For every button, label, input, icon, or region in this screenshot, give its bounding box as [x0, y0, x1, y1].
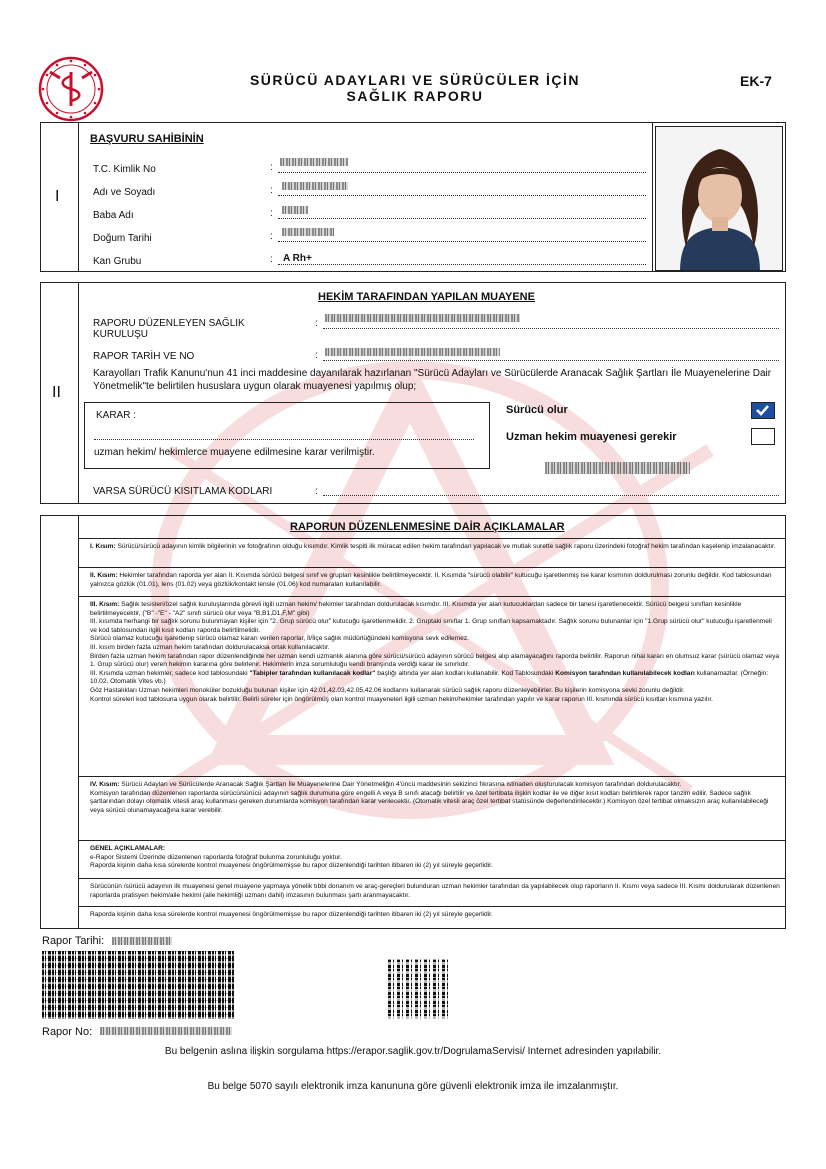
specialist-exam-checkbox[interactable]	[751, 428, 775, 445]
explanation-part-4	[90, 781, 780, 815]
decision-label: KARAR :	[96, 410, 137, 421]
part-3-line-5: Birden fazla uzman hekim tarafından rapor düzenlendiğinde her uzman kendi uzmanlık alanına göre sürücü/sürücü adayının sürücü belgesi alıp alamayacağını raporda belirtilir. Raporun nihai kararı en olumsuz karar (sürücü olamaz veya 1. Grup sürücü olur) veren hekimin kararına göre belirlenir. Hekimlerin imza sorumluluğu kendi branşında verdiği karar ile sınırlıdır.	[90, 652, 780, 669]
part-3-codes-post: kullanamazlar. (Örneğin: 10.02. Otomatik Vites vb.)	[90, 669, 769, 686]
person-portrait-icon	[656, 127, 783, 271]
option-specialist-label: Uzman hekim muayenesi gerekir	[506, 431, 677, 443]
field-label-tc: T.C. Kimlik No	[93, 164, 156, 175]
decision-text: uzman hekim/ hekimlerce muayene edilmesine karar verilmiştir.	[94, 447, 375, 458]
exam-statement: Karayolları Trafik Kanunu'nun 41 inci maddesine dayanılarak hazırlanan "Sürücü Adayları ve Sürücülerde Aranacak Sağlık Şartları İle Muayenelerine Dair Yönetmelik"te belirtilen hususlara uygun olarak muayenesi yapılmış olup;	[93, 368, 772, 392]
exam-heading: HEKİM TARAFINDAN YAPILAN MUAYENE	[318, 291, 535, 303]
title-line-1: SÜRÜCÜ ADAYLARI VE SÜRÜCÜLER İÇİN	[249, 72, 581, 88]
applicant-photo	[655, 126, 783, 271]
decision-box	[84, 402, 490, 469]
explanation-part-2	[90, 572, 780, 589]
part-1-heading: I. Kısım:	[90, 543, 116, 550]
verification-qr-code	[388, 959, 448, 1019]
field-label-birthdate: Doğum Tarihi	[93, 233, 152, 244]
field-label-blood: Kan Grubu	[93, 256, 142, 267]
part-3-line-6: Göz Hastalıkları Uzman hekimleri monoküler bozukluğu bulunan kişiler için 42.01,42.03,42.05,42.06 kodlarını kullanarak sürücü sağlık raporu düzenleyebilirler. Bu kişilerin komisyona sevki zorunlu değildir.	[90, 686, 685, 694]
general-explanations	[90, 845, 780, 871]
check-icon	[752, 403, 773, 417]
field-label-father: Baba Adı	[93, 210, 134, 221]
report-date-no-label: RAPOR TARİH VE NO	[93, 351, 195, 362]
part-2-heading: II. Kısım:	[90, 572, 118, 579]
general-line-1: e-Rapor Sistemi Üzerinde düzenlenen raporlarda fotoğraf bulunma zorunluluğu yoktur.	[90, 853, 342, 861]
title-line-2: SAĞLIK RAPORU	[346, 88, 484, 104]
form-code: EK-7	[740, 73, 772, 89]
explanation-part-3	[90, 601, 780, 704]
part-3-line-2: III. kısımda herhangi bir sağlık sorunu bulunmayan kişiler için "2. Grup sürücü olur" kutucuğu işaretlenmelidir. 2. Gruptaki sınıflar 1. Grup sınıfları kapsamaktadır. Sağlık sorunu bulunanlar için "1.Grup sürücü olur" kutucuğu işaretlenmeli ve kod tablosundan ilgili kısıt kodları raporda belirtilmelidir.	[90, 618, 772, 634]
driver-ok-checkbox[interactable]	[751, 402, 775, 419]
general-heading: GENEL AÇIKLAMALAR:	[90, 845, 166, 852]
part-3-line-3: Sürücü olamaz kutucuğu işaretlenip sürücü olamaz kararı verilen raporlar, İl/İlçe sağlık müdürlüğündeki komisyona sevk edilemez.	[90, 635, 469, 643]
physician-signature	[545, 462, 690, 474]
part-3-codes-bold-1: "Tabipler tarafından kullanılacak kodlar"	[249, 669, 376, 677]
part-1-text: Sürücü/sürücü adayının kimlik bilgilerinin ve fotoğrafının olduğu kısımdır. Kimlik tespiti ilk müracat edilen hekim tarafından yapılacak ve mutlak surette sağlık raporu üzerindeki fotoğraf hekim tarafından kaşelenip imzalanacaktır.	[115, 543, 776, 550]
verification-note: Bu belgenin aslına ilişkin sorgulama https://erapor.saglik.gov.tr/DogrulamaServisi/ Internet adresinden yapılabilir.	[164, 1046, 662, 1057]
ministry-of-health-logo	[38, 56, 104, 122]
document-title	[200, 72, 630, 104]
part-3-heading: III. Kısım:	[90, 601, 120, 608]
part-2-text: Hekimler tarafından raporda yer alan II. Kısımda sürücü belgesi sınıf ve grupları kesinlikle belirtilmeyecektir. II. Kısımda "sürücü olabilir" kutucuğu işaretlenmiş ise karar kısmının doldurulması zorunlu değildir. Kod tablosundan yalnızca gözlük (01.01), lens (01.02) veya gözlük/kontakt lensle (01.06) kod numaraları kullanılabilir.	[90, 572, 772, 588]
field-label-name: Adı ve Soyadı	[93, 187, 156, 198]
option-driver-ok-label: Sürücü olur	[506, 404, 568, 416]
esignature-note: Bu belge 5070 sayılı elektronik imza kanununa göre güvenli elektronik imza ile imzalanmıştır.	[207, 1081, 619, 1092]
part-3-line-1: Sağlık tesisleri/özel sağlık kuruluşlarında görevli ilgili uzman hekim/ hekimler tarafından doldurulacak kısımdır. III. Kısımda yer alan kutucuklardan sadece bir tanesi işaretlenecektir. Sürücü belgesi sınıfları kesinlikle belirtilmeyecektir, ("B" -"E" - "A2" sınıfı sürücü olur veya "B,B1,D1,F,M" gibi)	[90, 601, 742, 617]
part-4-line-2: Komisyon tarafından düzenlenen raporlarda sürücü/sürücü adayının sağlık durumuna göre engelli A veya B sınıfı alacağı belirtilir ve özel tertibata ilişkin kodlar ile ve diğer kısıt kodları belirtilerek rapor tanzim edilir. Sadece sağlık şartlarından dolayı otomatik vitesli araç kullanması gereken durumlarda komisyon tarafından karar verilecektir. (Otomatik vitesli araç özel tertibat statüsünde değerlendirilecektir.) Komisyon özel tertibat olmaksızın araç kullanılabileceği veya sürücü olunamayacağına karar verebilir.	[90, 789, 769, 814]
explanation-validity: Raporda kişinin daha kısa sürelerde kontrol muayenesi öngörülmemişse bu rapor düzenlendiği tarihten itibaren iki (2) yıl süreyle geçerlidir.	[90, 911, 493, 918]
blood-type-value: A Rh+	[283, 253, 312, 264]
report-date-label: Rapor Tarihi:	[42, 935, 105, 947]
part-3-codes-mid: başlığı altında yer alan kodları kullanabilir. Kod Tablosundaki	[375, 669, 556, 677]
part-3-line-7: Kontrol süreleri kod tablosuna uygun olarak belirtilir. Belirli süreler için öngörülmüş olan kontrol muayeneleri ilgili uzman hekim/hekimler tarafından yapılır ve karar raporun III. kısmında sürücü kısıtları kısmına yazılır.	[90, 695, 714, 703]
institution-label: RAPORU DÜZENLEYEN SAĞLIK KURULUŞU	[93, 318, 245, 340]
report-no-label: Rapor No:	[42, 1026, 93, 1038]
part-4-heading: IV. Kısım:	[90, 781, 120, 788]
section-roman-2: II	[52, 384, 61, 401]
applicant-heading: BAŞVURU SAHİBİNİN	[90, 133, 204, 145]
general-line-2: Raporda kişinin daha kısa sürelerde kontrol muayenesi öngörülmemişse bu rapor düzenlendiği tarihten itibaren iki (2) yıl süreyle geçerlidir.	[90, 862, 493, 870]
part-3-codes-pre: III. Kısımda uzman hekimler, sadece kod tablosundaki	[90, 669, 250, 677]
part-4-line-1: Sürücü Adayları ve Sürücülerde Aranacak Sağlık Şartları İle Muayenelerine Dair Yönetmeliğin 4'üncü maddesinin sekizinci fıkrasına istinaden oluşturulacak komisyon tarafından doldurulacaktır.	[119, 781, 682, 788]
section-roman-1: I	[55, 188, 60, 205]
part-3-line-4: III. kısım birden fazla uzman hekim tarafından doldurulacaksa ortak kullanılacaktır.	[90, 643, 330, 651]
part-3-codes-bold-2: Komisyon tarafından kullanılabilecek kodları	[555, 669, 695, 677]
restriction-codes-label: VARSA SÜRÜCÜ KISITLAMA KODLARI	[93, 486, 273, 497]
report-barcode	[42, 951, 234, 1019]
explanation-first-exam: Sürücünün /sürücü adayının ilk muayenesi genel muayene yapmaya yönelik tıbbi donanım ve araç-gereçleri bulunduran uzman hekimler tarafından da yapılabilecek olup raporların II. Kısmı veya sadece III. Kısmı doldurularak düzenlenen raporlarda pratisyen hekim/aile hekimi (aile hekimliği uzmanı dahil) imzasının bulunması şartı aranmayacaktır.	[90, 883, 780, 899]
explanation-part-1	[90, 543, 780, 552]
explanations-heading: RAPORUN DÜZENLENMESİNE DAİR AÇIKLAMALAR	[290, 521, 565, 533]
